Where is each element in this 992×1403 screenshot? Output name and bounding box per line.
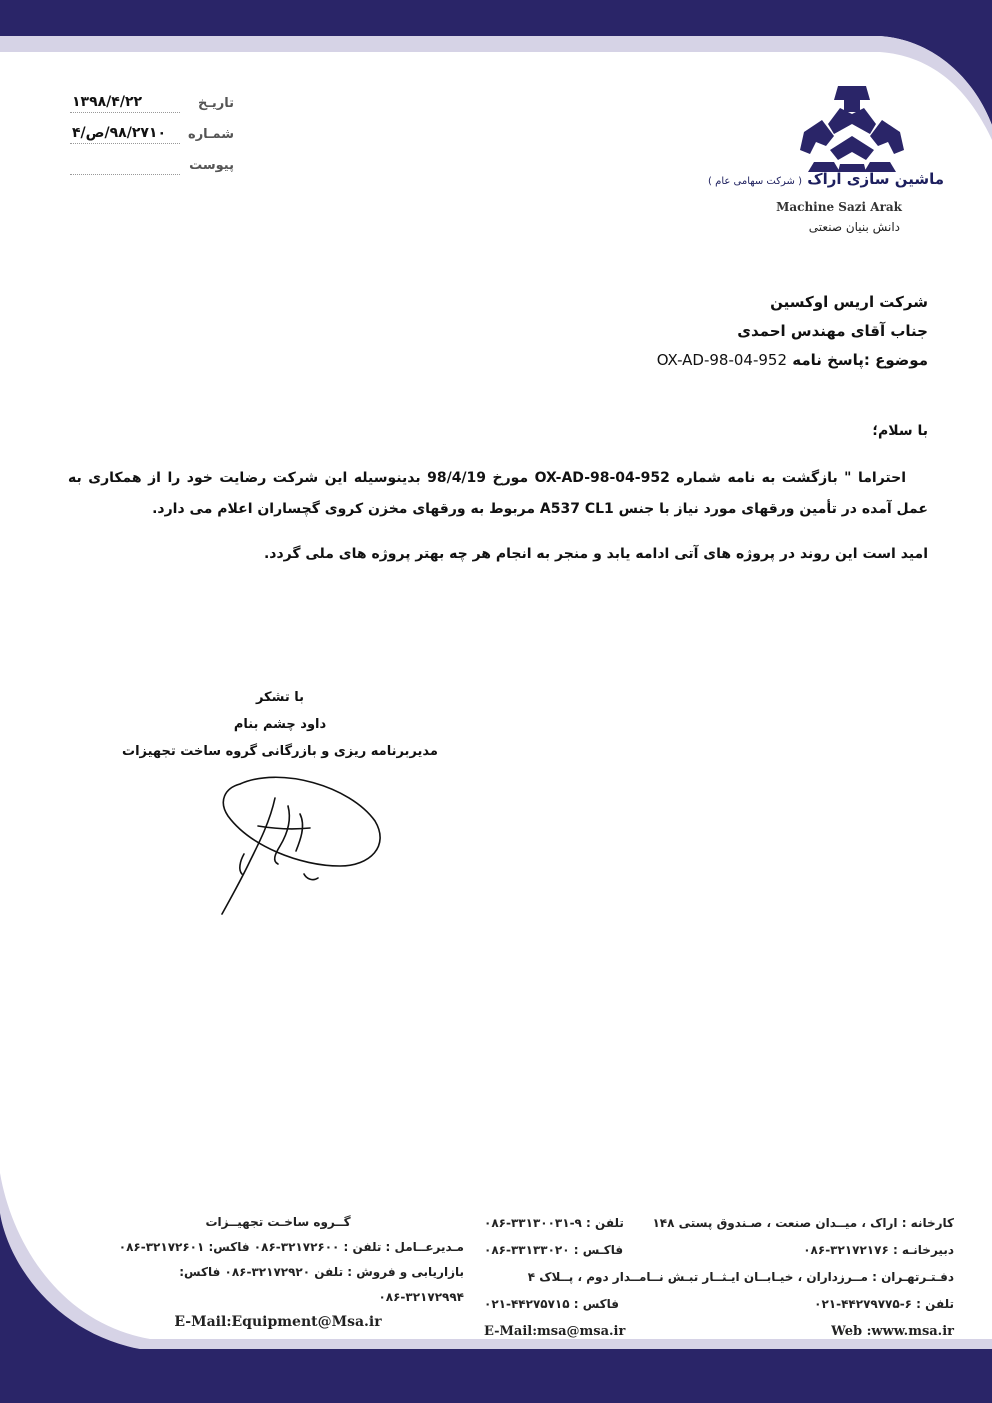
footer-group-email: E-Mail:Equipment@Msa.ir bbox=[174, 1314, 382, 1330]
number-value: ۹۸/۲۷۱۰/ص/۴ bbox=[68, 125, 170, 141]
tehran-office-row bbox=[484, 1264, 954, 1291]
website: Web :www.msa.ir bbox=[831, 1324, 954, 1339]
letter-body bbox=[68, 416, 928, 570]
footer-ceo-line: مـدیرعــامل : تلفن : ۳۲۱۷۲۶۰۰-۰۸۶ فاکس: ۳۲۱۷۲۶۰۱-۰۸۶ bbox=[118, 1240, 464, 1254]
date-row bbox=[50, 96, 250, 127]
attachment-row bbox=[50, 158, 250, 189]
company-email: E-Mail:msa@msa.ir bbox=[484, 1324, 626, 1339]
footer-company-contacts bbox=[484, 1210, 954, 1345]
company-name-fa bbox=[708, 170, 944, 188]
subject-line bbox=[328, 346, 928, 375]
web-mail-row bbox=[484, 1318, 954, 1345]
secretariat-phone: دبیرخانـه : ۳۲۱۷۲۱۷۶-۰۸۶ bbox=[803, 1243, 954, 1257]
signer-name: داود چشم بنام bbox=[233, 717, 327, 732]
attachment-dots bbox=[70, 174, 180, 175]
number-dots bbox=[70, 143, 180, 144]
subject-reference: OX-AD-98-04-952 bbox=[656, 351, 787, 369]
footer-group-contacts bbox=[92, 1210, 464, 1335]
tehran-phone: تلفن : ۶-۴۴۲۷۹۷۷۵-۰۲۱ bbox=[814, 1297, 954, 1311]
date-dots bbox=[70, 112, 180, 113]
company-type: ( شرکت سهامی عام ) bbox=[708, 176, 802, 187]
body-paragraph-1: احتراما " بازگشت به نامه شماره OX-AD-98-04-952 مورخ 98/4/19 بدینوسیله این شرکت رضایت خود را از همکاری به عمل آمده در تأمین ورقهای مورد نیاز با جنس A537 CL1 مربوط به ورقهای مخزن کروی گچساران اعلام می دارد. bbox=[68, 470, 928, 517]
company-logo bbox=[800, 84, 904, 174]
recipient-block bbox=[328, 288, 928, 375]
footer-group-title: گــروه ساخـت تجهیــزات bbox=[205, 1215, 351, 1229]
tehran-office-address: دفـتـرتهـران : مــرزداران ، خیـابــان ایـثــار تبـش نــامــدار دوم ، پــلاک ۴ bbox=[527, 1270, 954, 1284]
company-name-en: Machine Sazi Arak bbox=[776, 200, 902, 214]
tehran-fax: فاکس : ۴۴۲۷۵۷۱۵-۰۲۱ bbox=[484, 1297, 620, 1311]
date-label: تاریـخ bbox=[198, 96, 234, 111]
attachment-label: پیوست bbox=[189, 158, 234, 173]
secretariat-fax: فاکـس : ۳۳۱۳۳۰۲۰-۰۸۶ bbox=[484, 1243, 624, 1257]
company-tagline: دانش بنیان صنعتی bbox=[808, 220, 900, 234]
company-name-text: ماشین سازی اراک bbox=[807, 170, 944, 188]
closing-block bbox=[110, 684, 450, 765]
closing-thanks: با تشکر bbox=[255, 690, 305, 705]
recipient-person: جناب آقای مهندس احمدی bbox=[737, 322, 928, 340]
letter-meta bbox=[50, 96, 250, 189]
secretariat-row bbox=[484, 1237, 954, 1264]
factory-phone: تلفن : ۹-۳۳۱۳۰۰۳۱-۰۸۶ bbox=[484, 1216, 624, 1230]
subject-label: موضوع :پاسخ نامه bbox=[792, 351, 928, 369]
date-value: ۱۳۹۸/۴/۲۲ bbox=[68, 94, 146, 110]
number-label: شمـاره bbox=[188, 127, 234, 142]
body-paragraph-2: امید است این روند در پروژه های آتی ادامه یابد و منجر به انجام هر چه بهتر پروژه های ملی گردد. bbox=[263, 546, 928, 562]
signer-title: مدیربرنامه ریزی و بازرگانی گروه ساخت تجهیزات bbox=[122, 744, 438, 759]
recipient-company: شرکت اریس اوکسین bbox=[770, 293, 928, 311]
handwritten-signature bbox=[200, 766, 390, 926]
number-row bbox=[50, 127, 250, 158]
factory-address: کارخانه : اراک ، میــدان صنعت ، صـندوق پستی ۱۴۸ bbox=[652, 1216, 954, 1230]
greeting: با سلام؛ bbox=[872, 423, 928, 439]
footer-sales-line: بازاریابی و فروش : تلفن ۳۲۱۷۲۹۲۰-۰۸۶ فاکس: ۳۲۱۷۲۹۹۴-۰۸۶ bbox=[179, 1265, 464, 1304]
tehran-phone-row bbox=[484, 1291, 954, 1318]
factory-row bbox=[484, 1210, 954, 1237]
